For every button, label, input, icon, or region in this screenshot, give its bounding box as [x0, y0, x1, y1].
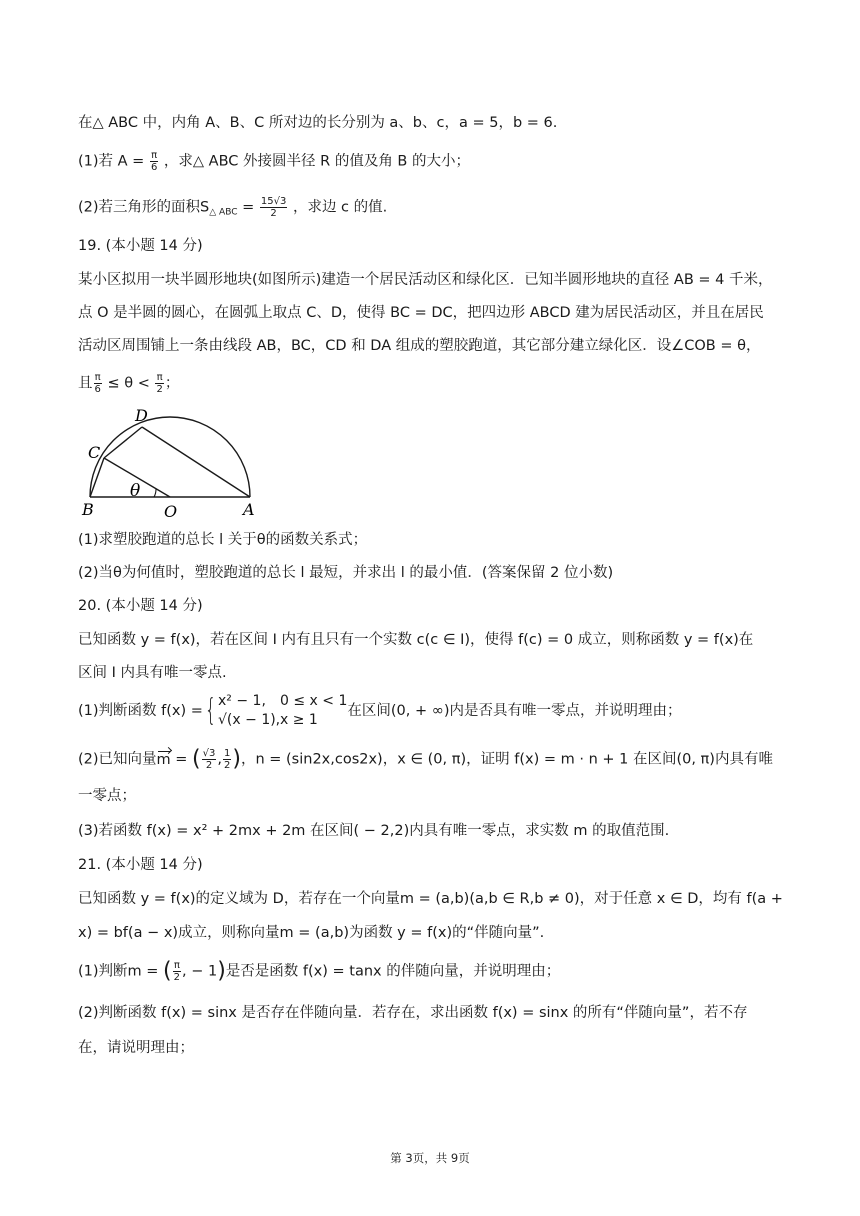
q21-part1-tail-val: , − 1 — [182, 963, 218, 980]
q21-heading: 21. (本小题 14 分) — [78, 857, 203, 873]
q20-m-comma: , — [217, 751, 222, 768]
q21-paren-open: ( — [163, 958, 172, 984]
q19-line2: 点 O 是半圆的圆心，在圆弧上取点 C、D，使得 BC = DC，把四边形 ABCD 建为居民活动区，并且在居民 — [78, 305, 764, 321]
q19-line4 — [78, 372, 179, 395]
q20-m-frac2-den: 2 — [223, 760, 231, 771]
q18-part2-frac-den: 2 — [270, 208, 277, 219]
label-b: B — [82, 500, 94, 519]
q19-frac1-num: π — [94, 372, 101, 383]
q18-part1-lead: (1)若 A = — [78, 153, 145, 170]
q18-part1 — [78, 150, 470, 173]
case2-cond: x ≥ 1 — [280, 712, 318, 728]
q19-frac1-den: 6 — [94, 384, 101, 395]
q19-frac1 — [94, 372, 102, 395]
piecewise-brace: { — [204, 693, 217, 728]
q20-line2: 区间 I 内具有唯一零点. — [78, 665, 227, 681]
segment-da — [142, 427, 250, 497]
q20-m-frac1 — [202, 748, 217, 771]
q20-part1-lead: (1)判断函数 f(x) = — [78, 703, 203, 719]
q19-line4-lead: 且 — [78, 375, 93, 392]
q20-part2-lead: (2)已知向量 — [78, 751, 157, 768]
q21-part2-line1: (2)判断函数 f(x) = sinx 是否存在伴随向量．若存在，求出函数 f(x) = sinx 的所有“伴随向量”，若不存 — [78, 1005, 748, 1021]
label-c: C — [88, 443, 101, 462]
q19-line3: 活动区周围铺上一条由线段 AB，BC，CD 和 DA 组成的塑胶跑道，其它部分建立绿化区．设∠COB = θ， — [78, 338, 761, 354]
q18-part2-subscript: △ ABC — [209, 207, 238, 218]
q18-part2-frac-num: 15√3 — [260, 196, 287, 207]
q18-part2-lead: (2)若三角形的面积S — [78, 199, 210, 216]
angle-arc — [154, 489, 156, 497]
q20-m-frac1-num: √3 — [202, 748, 216, 759]
q19-part1: (1)求塑胶跑道的总长 l 关于θ的函数关系式； — [78, 532, 368, 548]
q19-line4-tail: ； — [164, 375, 180, 392]
q20-part2-line2: 一零点； — [78, 788, 136, 804]
q21-line2: x) = bf(a − x)成立，则称向量m = (a,b)为函数 y = f(x)的“伴随向量”. — [78, 925, 545, 941]
label-o: O — [164, 502, 178, 520]
q21-frac-num: π — [173, 960, 180, 971]
q19-line4-mid: ≤ θ < — [102, 375, 155, 392]
piecewise-cases — [218, 692, 347, 730]
q18-part1-frac-num: π — [151, 150, 158, 161]
q19-heading: 19. (本小题 14 分) — [78, 238, 203, 254]
q20-part2-tail: ，n = (sin2x,cos2x)，x ∈ (0, π)，证明 f(x) = m · n + 1 在区间(0, π)内具有唯 — [240, 751, 773, 768]
semicircle-arc — [90, 417, 250, 497]
q18-part2-fraction — [260, 196, 287, 219]
q18-part1-tail: ，求△ ABC 外接圆半径 R 的值及角 B 的大小； — [163, 153, 470, 170]
q21-part1-fraction — [173, 960, 181, 983]
q18-part2-eq: = — [237, 199, 259, 216]
q20-m-frac2 — [223, 748, 231, 771]
q18-part1-fraction — [150, 150, 158, 173]
q19-part2: (2)当θ为何值时，塑胶跑道的总长 l 最短，并求出 l 的最小值．(答案保留 2 位小数) — [78, 565, 614, 581]
q21-part1-lead: (1)判断m = — [78, 963, 164, 980]
q20-part1 — [78, 691, 681, 731]
label-theta: θ — [130, 481, 141, 501]
q20-part3: (3)若函数 f(x) = x² + 2mx + 2m 在区间( − 2,2)内具有唯一零点，求实数 m 的取值范围. — [78, 823, 670, 839]
q20-part2-eq: = — [170, 751, 193, 768]
semicircle-figure — [80, 404, 264, 520]
label-a: A — [243, 500, 255, 519]
q19-frac2-den: 2 — [156, 384, 163, 395]
q19-frac2-num: π — [156, 372, 163, 383]
case2-expr: √(x − 1), — [218, 712, 281, 728]
q21-part2-line2: 在，请说明理由； — [78, 1040, 194, 1056]
label-d: D — [135, 406, 148, 425]
q20-m-frac2-num: 1 — [223, 748, 231, 759]
page-footer: 第 3页，共 9页 — [390, 1151, 470, 1165]
paren-close: ) — [232, 746, 241, 772]
q18-part2-tail: ，求边 c 的值. — [292, 199, 388, 216]
vector-m: m — [156, 751, 171, 768]
q20-heading: 20. (本小题 14 分) — [78, 598, 203, 614]
q19-line1: 某小区拟用一块半圆形地块(如图所示)建造一个居民活动区和绿化区．已知半圆形地块的直径 AB = 4 千米， — [78, 272, 773, 288]
q18-part1-frac-den: 6 — [150, 162, 158, 173]
q21-frac-den: 2 — [173, 972, 181, 983]
q20-part1-tail: 在区间(0, + ∞)内是否具有唯一零点，并说明理由； — [347, 703, 682, 719]
q21-paren-close: ) — [217, 958, 226, 984]
q21-part1 — [78, 960, 560, 983]
q19-frac2 — [155, 372, 163, 395]
q20-line1: 已知函数 y = f(x)，若在区间 I 内有且只有一个实数 c(c ∈ I)，使得 f(c) = 0 成立，则称函数 y = f(x)在 — [78, 632, 754, 648]
q20-m-frac1-den: 2 — [205, 760, 213, 771]
q18-intro: 在△ ABC 中，内角 A、B、C 所对边的长分别为 a、b、c，a = 5，b = 6. — [78, 115, 558, 131]
paren-open: ( — [192, 746, 201, 772]
q21-part1-tail: 是否是函数 f(x) = tanx 的伴随向量，并说明理由； — [225, 963, 561, 980]
q20-part2 — [78, 748, 773, 771]
q18-part2 — [78, 196, 387, 223]
q21-line1: 已知函数 y = f(x)的定义域为 D，若存在一个向量m = (a,b)(a,b ∈ R,b ≠ 0)，对于任意 x ∈ D，均有 f(a + — [78, 891, 783, 907]
case1-expr: x² − 1, — [218, 693, 266, 709]
case1-cond: 0 ≤ x < 1 — [280, 693, 348, 709]
